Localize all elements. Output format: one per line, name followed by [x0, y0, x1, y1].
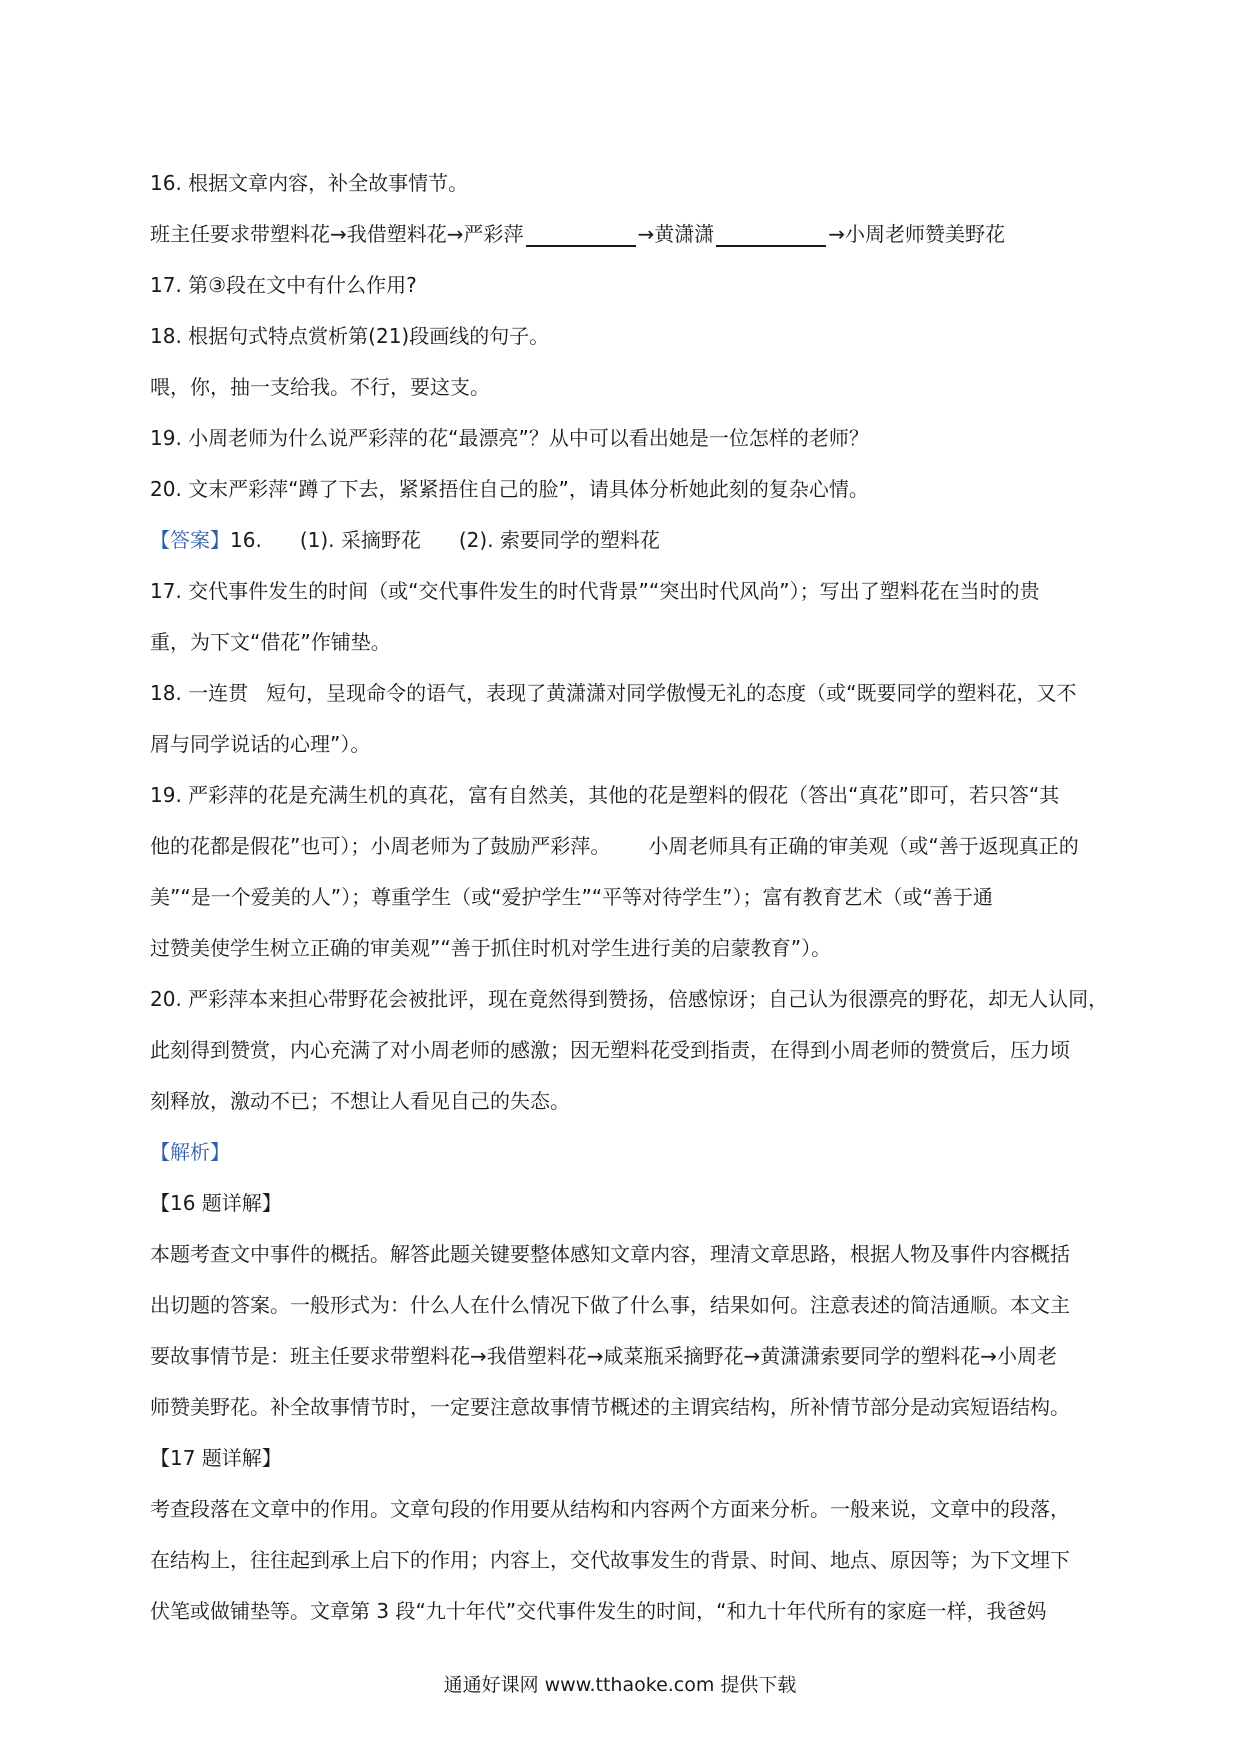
detail-17-line-1: 考查段落在文章中的作用。文章句段的作用要从结构和内容两个方面来分析。一般来说，文章中的段落，: [150, 1497, 1070, 1521]
detail-17-line-3: 伏笔或做铺垫等。文章第 3 段“九十年代”交代事件发生的时间，“和九十年代所有的家庭一样，我爸妈: [150, 1599, 1047, 1623]
answer-20-line-1: 20. 严彩萍本来担心带野花会被批评，现在竟然得到赞扬，倍感惊讶；自己认为很漂亮的野花，却无人认同，: [150, 987, 1109, 1011]
detail-16-line-4: 师赞美野花。补全故事情节时，一定要注意故事情节概述的主谓宾结构，所补情节部分是动宾短语结构。: [150, 1395, 1070, 1419]
analysis-tag: 【解析】: [150, 1140, 230, 1164]
answer-19-line-3: 美”“是一个爱美的人”）；尊重学生（或“爱护学生”“平等对待学生”）；富有教育艺术（或“善于通: [150, 885, 993, 909]
answer-16-number: 16.: [230, 528, 262, 552]
detail-16-line-2: 出切题的答案。一般形式为：什么人在什么情况下做了什么事，结果如何。注意表述的简洁通顺。本文主: [150, 1293, 1070, 1317]
answer-18-line-1b: 短句，呈现命令的语气，表现了黄潇潇对同学傲慢无礼的态度（或“既要同学的塑料花，又不: [266, 681, 1077, 705]
question-18-quote: 喂，你，抽一支给我。不行，要这支。: [150, 375, 490, 399]
answer-18-line-1a: 18. 一连贯: [150, 681, 249, 705]
answer-17-line-2: 重，为下文“借花”作铺垫。: [150, 630, 391, 654]
fill-blank-2: [716, 225, 826, 247]
detail-16-line-1: 本题考查文中事件的概括。解答此题关键要整体感知文章内容，理清文章思路，根据人物及事件内容概括: [150, 1242, 1070, 1266]
answer-19-line-4: 过赞美使学生树立正确的审美观”“善于抓住时机对学生进行美的启蒙教育”）。: [150, 936, 832, 960]
page-footer: 通通好课网 www.tthaoke.com 提供下载: [443, 1674, 797, 1696]
answer-19-line-1: 19. 严彩萍的花是充满生机的真花，富有自然美，其他的花是塑料的假花（答出“真花”即可，若只答“其: [150, 783, 1060, 807]
plot-chain-part-c: →小周老师赞美野花: [828, 222, 1006, 246]
page-content: [150, 158, 1130, 1637]
answer-18-line-1: [150, 668, 1130, 719]
question-16-plot-chain: [150, 209, 1130, 260]
answer-16-part2: (2). 索要同学的塑料花: [458, 528, 660, 552]
answer-20-line-3: 刻释放，激动不已；不想让人看见自己的失态。: [150, 1089, 570, 1113]
answer-16: [150, 515, 1130, 566]
answer-20-line-2: 此刻得到赞赏，内心充满了对小周老师的感激；因无塑料花受到指责，在得到小周老师的赞赏后，压力顷: [150, 1038, 1070, 1062]
detail-17-heading: 【17 题详解】: [150, 1446, 282, 1470]
detail-16-line-3: 要故事情节是：班主任要求带塑料花→我借塑料花→咸菜瓶采摘野花→黄潇潇索要同学的塑料花→小周老: [150, 1344, 1058, 1368]
fill-blank-1: [526, 225, 636, 247]
answer-19-line-2: [150, 821, 1130, 872]
plot-chain-part-b: →黄潇潇: [637, 222, 715, 246]
question-20: 20. 文末严彩萍“蹲了下去，紧紧捂住自己的脸”，请具体分析她此刻的复杂心情。: [150, 477, 869, 501]
answer-19-line-2a: 他的花都是假花”也可）；小周老师为了鼓励严彩萍。: [150, 834, 611, 858]
answer-17-line-1: 17. 交代事件发生的时间（或“交代事件发生的时代背景”“突出时代风尚”）；写出了塑料花在当时的贵: [150, 579, 1040, 603]
detail-17-line-2: 在结构上，往往起到承上启下的作用；内容上，交代故事发生的背景、时间、地点、原因等；为下文埋下: [150, 1548, 1070, 1572]
plot-chain-part-a: 班主任要求带塑料花→我借塑料花→严彩萍: [150, 222, 524, 246]
answer-19-line-2b: 小周老师具有正确的审美观（或“善于返现真正的: [648, 834, 1079, 858]
detail-16-heading: 【16 题详解】: [150, 1191, 282, 1215]
question-16: 16. 根据文章内容，补全故事情节。: [150, 171, 469, 195]
question-19: 19. 小周老师为什么说严彩萍的花“最漂亮”？从中可以看出她是一位怎样的老师？: [150, 426, 869, 450]
question-17: 17. 第③段在文中有什么作用?: [150, 273, 417, 297]
question-18: 18. 根据句式特点赏析第(21)段画线的句子。: [150, 324, 550, 348]
answer-18-line-2: 屑与同学说话的心理”）。: [150, 732, 371, 756]
answer-16-part1: (1). 采摘野花: [299, 528, 421, 552]
answer-tag: 【答案】: [150, 528, 230, 552]
